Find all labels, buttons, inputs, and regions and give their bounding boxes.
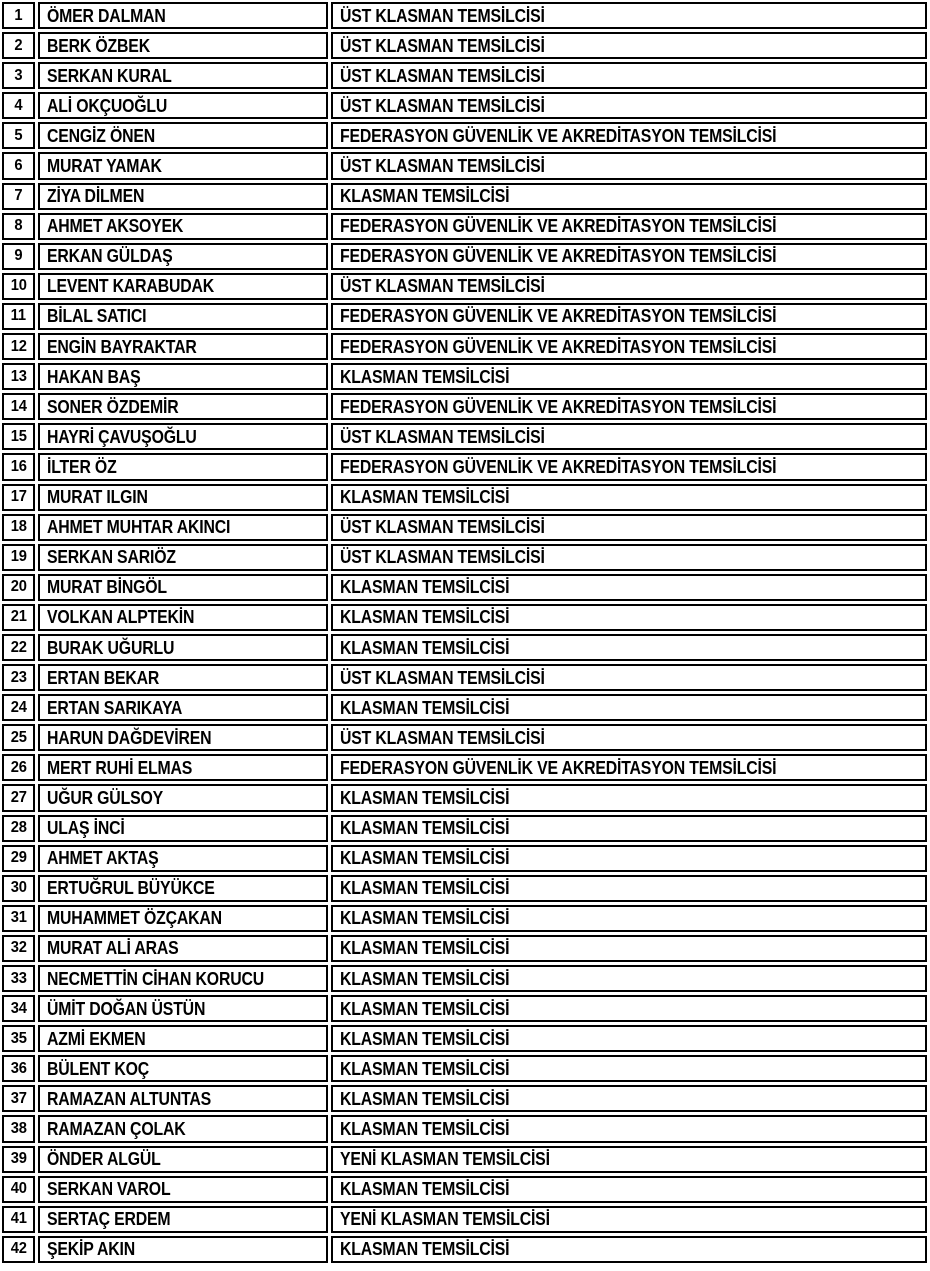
rank-number: 38 [10,1120,27,1138]
member-role: ÜST KLASMAN TEMSİLCİSİ [340,727,545,748]
rank-cell [2,2,35,29]
rank-number: 40 [10,1180,27,1198]
member-role: KLASMAN TEMSİLCİSİ [340,848,510,869]
member-name: LEVENT KARABUDAK [47,276,215,297]
role-cell [331,634,927,661]
role-cell [331,363,927,390]
name-cell [38,1176,328,1203]
role-cell [331,754,927,781]
member-name: BERK ÖZBEK [47,35,150,56]
role-cell [331,544,927,571]
name-cell [38,213,328,240]
rank-cell [2,634,35,661]
role-cell [331,995,927,1022]
member-role: FEDERASYON GÜVENLİK VE AKREDİTASYON TEMSİLCİSİ [340,456,777,477]
rank-cell [2,845,35,872]
member-role: KLASMAN TEMSİLCİSİ [340,1119,510,1140]
rank-cell [2,724,35,751]
rank-number: 6 [14,157,23,175]
rank-cell [2,1055,35,1082]
rank-number: 36 [10,1059,27,1077]
name-cell [38,423,328,450]
rank-number: 30 [10,879,27,897]
member-name: SERKAN SARIÖZ [47,547,176,568]
member-role: FEDERASYON GÜVENLİK VE AKREDİTASYON TEMSİLCİSİ [340,216,777,237]
role-cell [331,1085,927,1112]
member-role: ÜST KLASMAN TEMSİLCİSİ [340,667,545,688]
name-cell [38,1055,328,1082]
name-cell [38,62,328,89]
role-cell [331,875,927,902]
rank-number: 33 [10,969,27,987]
name-cell [38,845,328,872]
member-name: BÜLENT KOÇ [47,1058,150,1079]
member-name: ERTAN BEKAR [47,667,160,688]
member-role: FEDERASYON GÜVENLİK VE AKREDİTASYON TEMSİLCİSİ [340,757,777,778]
member-name: SERKAN KURAL [47,65,172,86]
member-role: KLASMAN TEMSİLCİSİ [340,968,510,989]
role-cell [331,1055,927,1082]
rank-number: 15 [10,427,27,445]
rank-cell [2,152,35,179]
member-name: BURAK UĞURLU [47,637,175,658]
rank-cell [2,965,35,992]
name-cell [38,604,328,631]
role-cell [331,333,927,360]
name-cell [38,724,328,751]
rank-number: 3 [14,66,23,84]
rank-cell [2,995,35,1022]
member-role: KLASMAN TEMSİLCİSİ [340,818,510,839]
role-cell [331,243,927,270]
rank-number: 8 [14,217,23,235]
name-cell [38,303,328,330]
rank-cell [2,183,35,210]
rank-cell [2,1176,35,1203]
name-cell [38,1206,328,1233]
member-name: HAYRİ ÇAVUŞOĞLU [47,426,197,447]
rank-number: 13 [10,367,27,385]
rank-number: 23 [10,668,27,686]
role-cell [331,905,927,932]
member-name: ALİ OKÇUOĞLU [47,95,168,116]
name-cell [38,363,328,390]
role-cell [331,92,927,119]
rank-number: 24 [10,698,27,716]
rank-cell [2,32,35,59]
member-name: MUHAMMET ÖZÇAKAN [47,908,222,929]
rank-number: 7 [14,187,23,205]
name-cell [38,1146,328,1173]
member-name: RAMAZAN ALTUNTAS [47,1088,212,1109]
role-cell [331,484,927,511]
rank-cell [2,694,35,721]
member-role: KLASMAN TEMSİLCİSİ [340,577,510,598]
rank-number: 1 [14,6,23,24]
member-role: FEDERASYON GÜVENLİK VE AKREDİTASYON TEMSİLCİSİ [340,246,777,267]
name-cell [38,273,328,300]
rank-cell [2,875,35,902]
name-cell [38,1115,328,1142]
name-cell [38,965,328,992]
rank-number: 9 [14,247,23,265]
member-role: KLASMAN TEMSİLCİSİ [340,607,510,628]
member-role: KLASMAN TEMSİLCİSİ [340,487,510,508]
rank-cell [2,62,35,89]
member-name: VOLKAN ALPTEKİN [47,607,195,628]
role-cell [331,724,927,751]
rank-number: 39 [10,1150,27,1168]
member-role: KLASMAN TEMSİLCİSİ [340,1088,510,1109]
rank-number: 42 [10,1240,27,1258]
name-cell [38,514,328,541]
member-role: ÜST KLASMAN TEMSİLCİSİ [340,95,545,116]
rank-number: 37 [10,1089,27,1107]
member-role: FEDERASYON GÜVENLİK VE AKREDİTASYON TEMSİLCİSİ [340,306,777,327]
member-role: KLASMAN TEMSİLCİSİ [340,1058,510,1079]
name-cell [38,2,328,29]
rank-number: 41 [10,1210,27,1228]
rank-cell [2,664,35,691]
name-cell [38,875,328,902]
name-cell [38,243,328,270]
member-role: YENİ KLASMAN TEMSİLCİSİ [340,1209,550,1230]
member-role: KLASMAN TEMSİLCİSİ [340,908,510,929]
name-cell [38,694,328,721]
name-cell [38,122,328,149]
rank-cell [2,273,35,300]
member-name: ÖNDER ALGÜL [47,1149,161,1170]
rank-cell [2,905,35,932]
rank-cell [2,303,35,330]
rank-cell [2,1206,35,1233]
member-name: ERTUĞRUL BÜYÜKCE [47,878,215,899]
rank-number: 2 [14,36,23,54]
member-role: ÜST KLASMAN TEMSİLCİSİ [340,35,545,56]
member-role: FEDERASYON GÜVENLİK VE AKREDİTASYON TEMSİLCİSİ [340,336,777,357]
member-name: HAKAN BAŞ [47,366,141,387]
name-cell [38,664,328,691]
member-name: MURAT BİNGÖL [47,577,167,598]
role-cell [331,1176,927,1203]
rank-cell [2,92,35,119]
member-name: ŞEKİP AKIN [47,1239,136,1260]
member-role: KLASMAN TEMSİLCİSİ [340,697,510,718]
member-role: YENİ KLASMAN TEMSİLCİSİ [340,1149,550,1170]
role-cell [331,664,927,691]
name-cell [38,544,328,571]
name-cell [38,484,328,511]
rank-cell [2,514,35,541]
role-cell [331,423,927,450]
member-name: SONER ÖZDEMİR [47,396,179,417]
name-cell [38,784,328,811]
name-cell [38,393,328,420]
name-cell [38,905,328,932]
role-cell [331,393,927,420]
member-role: ÜST KLASMAN TEMSİLCİSİ [340,547,545,568]
name-cell [38,815,328,842]
rank-number: 26 [10,758,27,776]
member-role: ÜST KLASMAN TEMSİLCİSİ [340,156,545,177]
member-name: ERKAN GÜLDAŞ [47,246,173,267]
rank-cell [2,935,35,962]
member-name: ULAŞ İNCİ [47,818,125,839]
rank-number: 34 [10,999,27,1017]
rank-cell [2,213,35,240]
member-name: AHMET MUHTAR AKINCI [47,517,231,538]
member-role: KLASMAN TEMSİLCİSİ [340,938,510,959]
role-cell [331,815,927,842]
member-name: AZMİ EKMEN [47,1028,146,1049]
rank-number: 20 [10,578,27,596]
name-cell [38,995,328,1022]
member-name: MURAT YAMAK [47,156,162,177]
rank-cell [2,1115,35,1142]
name-cell [38,574,328,601]
rank-number: 35 [10,1029,27,1047]
role-cell [331,32,927,59]
member-role: KLASMAN TEMSİLCİSİ [340,998,510,1019]
name-cell [38,634,328,661]
rank-cell [2,1236,35,1263]
member-name: BİLAL SATICI [47,306,147,327]
member-name: MURAT ILGIN [47,487,148,508]
rank-cell [2,1085,35,1112]
member-role: ÜST KLASMAN TEMSİLCİSİ [340,426,545,447]
role-cell [331,1206,927,1233]
rank-cell [2,754,35,781]
role-cell [331,1146,927,1173]
rank-cell [2,815,35,842]
rank-cell [2,423,35,450]
member-role: KLASMAN TEMSİLCİSİ [340,1179,510,1200]
role-cell [331,1236,927,1263]
member-name: MURAT ALİ ARAS [47,938,179,959]
rank-number: 19 [10,548,27,566]
role-cell [331,965,927,992]
member-name: ÖMER DALMAN [47,5,166,26]
member-name: AHMET AKTAŞ [47,848,159,869]
member-role: KLASMAN TEMSİLCİSİ [340,878,510,899]
rank-cell [2,544,35,571]
role-cell [331,574,927,601]
rank-number: 29 [10,849,27,867]
role-cell [331,2,927,29]
member-role: KLASMAN TEMSİLCİSİ [340,366,510,387]
member-role: KLASMAN TEMSİLCİSİ [340,186,510,207]
name-cell [38,32,328,59]
rank-number: 10 [10,277,27,295]
member-name: ENGİN BAYRAKTAR [47,336,197,357]
rank-number: 25 [10,728,27,746]
rank-number: 16 [10,457,27,475]
rank-cell [2,484,35,511]
name-cell [38,1236,328,1263]
rank-cell [2,1146,35,1173]
rank-cell [2,363,35,390]
role-cell [331,935,927,962]
role-cell [331,213,927,240]
member-role: KLASMAN TEMSİLCİSİ [340,1028,510,1049]
name-cell [38,183,328,210]
name-cell [38,1025,328,1052]
member-role: KLASMAN TEMSİLCİSİ [340,787,510,808]
rank-number: 14 [10,397,27,415]
rank-number: 31 [10,909,27,927]
role-cell [331,604,927,631]
member-role: KLASMAN TEMSİLCİSİ [340,637,510,658]
role-cell [331,1025,927,1052]
role-cell [331,1115,927,1142]
rank-cell [2,243,35,270]
rank-cell [2,1025,35,1052]
name-cell [38,333,328,360]
member-name: SERKAN VAROL [47,1179,171,1200]
role-cell [331,845,927,872]
rank-number: 17 [10,488,27,506]
role-cell [331,152,927,179]
role-cell [331,183,927,210]
role-cell [331,784,927,811]
rank-cell [2,784,35,811]
rank-number: 22 [10,638,27,656]
member-name: ZİYA DİLMEN [47,186,145,207]
role-cell [331,453,927,480]
name-cell [38,453,328,480]
rank-cell [2,333,35,360]
member-name: İLTER ÖZ [47,456,117,477]
name-cell [38,1085,328,1112]
name-cell [38,935,328,962]
member-role: FEDERASYON GÜVENLİK VE AKREDİTASYON TEMSİLCİSİ [340,396,777,417]
member-role: FEDERASYON GÜVENLİK VE AKREDİTASYON TEMSİLCİSİ [340,125,777,146]
role-cell [331,514,927,541]
name-cell [38,92,328,119]
rank-number: 28 [10,819,27,837]
rank-number: 27 [10,788,27,806]
rank-cell [2,393,35,420]
member-role: KLASMAN TEMSİLCİSİ [340,1239,510,1260]
rank-number: 4 [14,96,23,114]
rank-number: 5 [14,126,23,144]
name-cell [38,754,328,781]
role-cell [331,694,927,721]
rank-cell [2,574,35,601]
member-name: CENGİZ ÖNEN [47,125,156,146]
member-role: ÜST KLASMAN TEMSİLCİSİ [340,65,545,86]
rank-cell [2,604,35,631]
rank-number: 12 [10,337,27,355]
rank-cell [2,122,35,149]
member-role: ÜST KLASMAN TEMSİLCİSİ [340,5,545,26]
member-name: NECMETTİN CİHAN KORUCU [47,968,265,989]
member-name: ERTAN SARIKAYA [47,697,183,718]
member-role: ÜST KLASMAN TEMSİLCİSİ [340,517,545,538]
rank-cell [2,453,35,480]
member-name: RAMAZAN ÇOLAK [47,1119,186,1140]
member-name: MERT RUHİ ELMAS [47,757,193,778]
member-name: UĞUR GÜLSOY [47,787,163,808]
rank-number: 32 [10,939,27,957]
role-cell [331,62,927,89]
rank-number: 21 [10,608,27,626]
role-cell [331,303,927,330]
rank-number: 18 [10,518,27,536]
member-role: ÜST KLASMAN TEMSİLCİSİ [340,276,545,297]
role-cell [331,122,927,149]
name-cell [38,152,328,179]
rank-number: 11 [10,307,27,325]
member-name: SERTAÇ ERDEM [47,1209,171,1230]
member-name: AHMET AKSOYEK [47,216,184,237]
member-name: HARUN DAĞDEVİREN [47,727,212,748]
member-name: ÜMİT DOĞAN ÜSTÜN [47,998,206,1019]
role-cell [331,273,927,300]
